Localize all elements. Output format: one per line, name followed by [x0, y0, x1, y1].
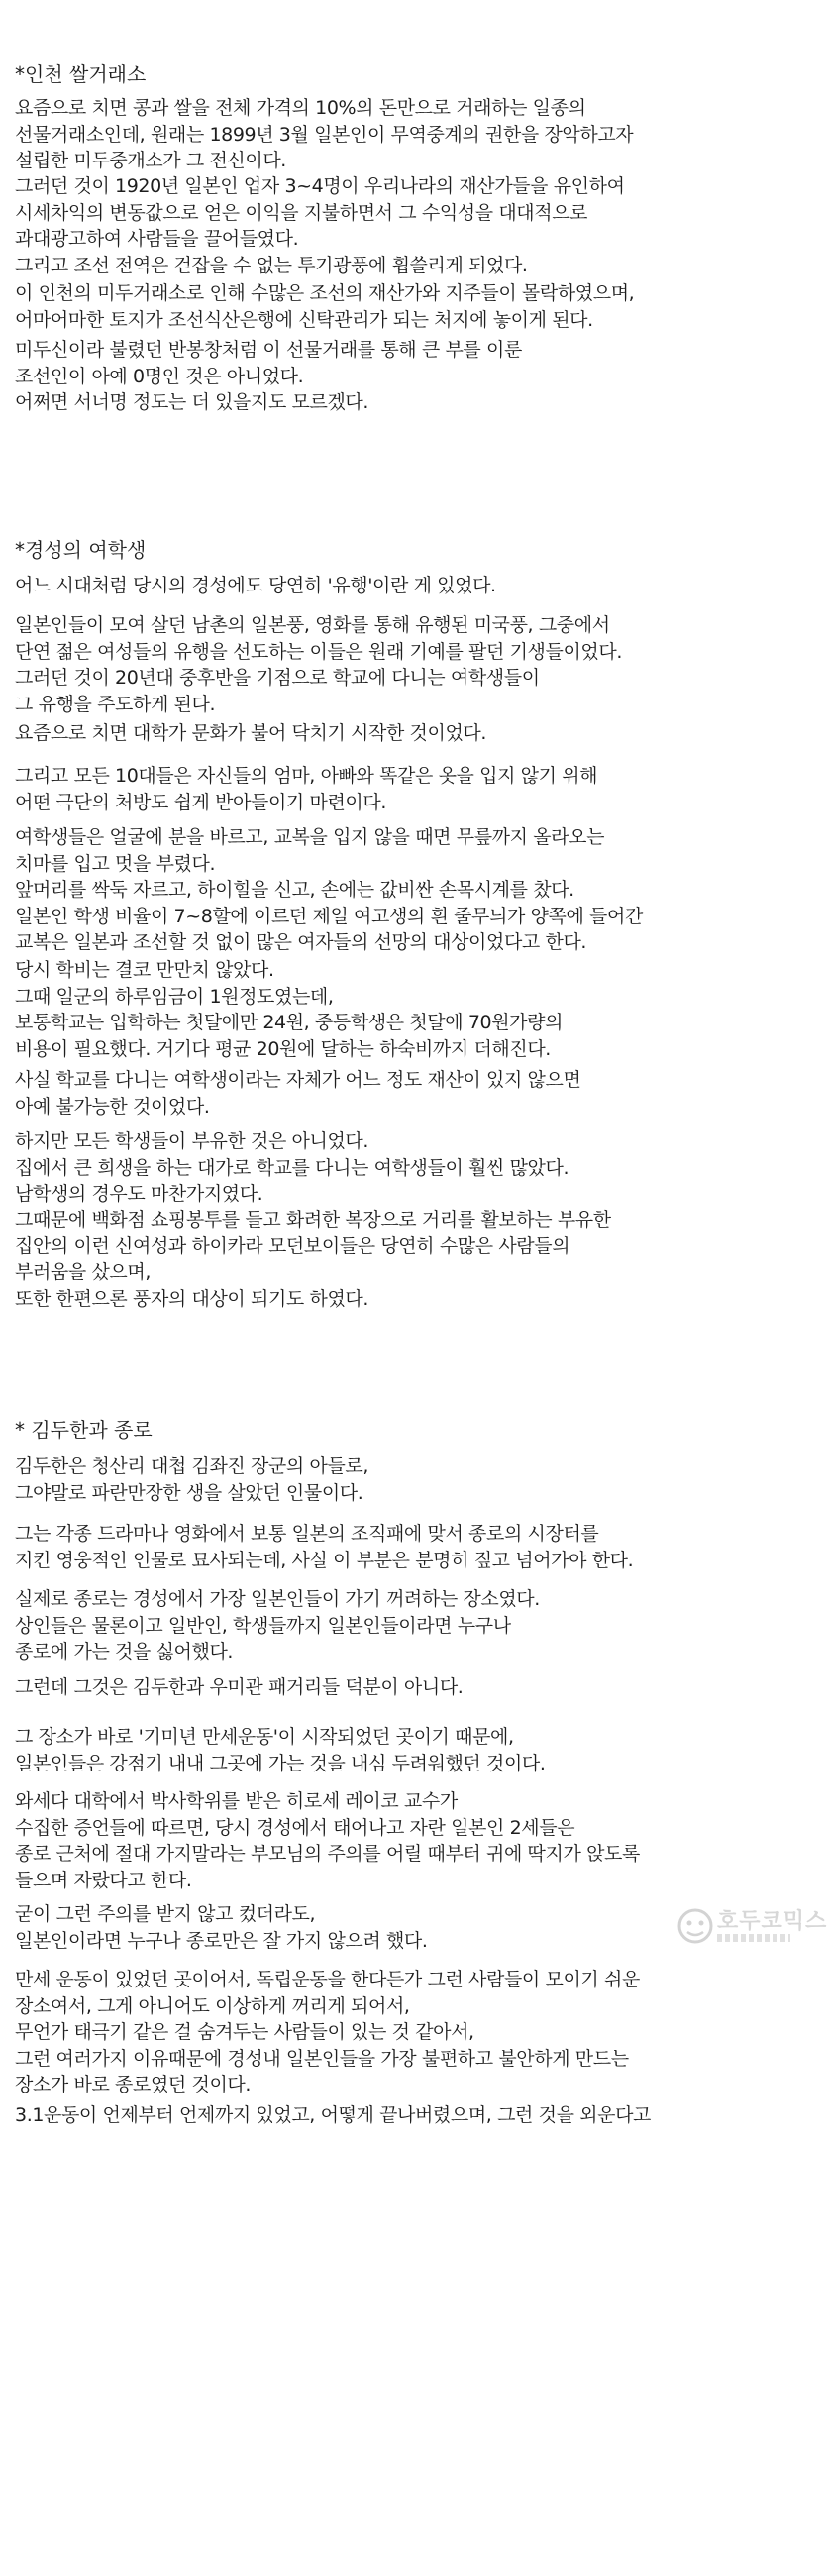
paragraph [15, 1207, 782, 1312]
text-line: 보통학교는 입학하는 첫달에만 24원, 중등학생은 첫달에 70원가량의 [15, 1012, 564, 1033]
text-line: 사실 학교를 다니는 여학생이라는 자체가 어느 정도 재산이 있지 않으면 [15, 1069, 581, 1091]
paragraph [15, 763, 782, 815]
text-line: 실제로 종로는 경성에서 가장 일본인들이 가기 꺼려하는 장소였다. [15, 1588, 540, 1610]
paragraph [15, 824, 782, 956]
paragraph [15, 573, 782, 599]
text-line: 일본인이라면 누구나 종로만은 잘 가지 않으려 했다. [15, 1929, 428, 1952]
text-line: 종로 근처에 절대 가지말라는 부모님의 주의를 어릴 때부터 귀에 딱지가 앉도록 [15, 1843, 640, 1865]
text-line: 단연 젊은 여성들의 유행을 선도하는 이들은 원래 기예를 팔던 기생들이었다. [15, 640, 622, 663]
text-line: 그런 여러가지 이유때문에 경성내 일본인들을 가장 불편하고 불안하게 만드는 [15, 2047, 629, 2070]
text-line: 상인들은 물론이고 일반인, 학생들까지 일본인들이라면 누구나 [15, 1614, 511, 1637]
text-line: 만세 운동이 있었던 곳이어서, 독립운동을 한다든가 그런 사람들이 모이기 쉬운 [15, 1969, 640, 1990]
text-line: 일본인들이 모여 살던 남촌의 일본풍, 영화를 통해 유행된 미국풍, 그중에서 [15, 614, 610, 636]
text-line: 어마어마한 토지가 조선식산은행에 신탁관리가 되는 처지에 놓이게 된다. [15, 308, 593, 331]
paragraph [15, 280, 782, 333]
text-line: 그때문에 백화점 쇼핑봉투를 들고 화려한 복장으로 거리를 활보하는 부유한 [15, 1209, 611, 1231]
text-line: 요즘으로 치면 콩과 쌀을 전체 가격의 10%의 돈만으로 거래하는 일종의 [15, 97, 586, 119]
text-line: 굳이 그런 주의를 받지 않고 컸더라도, [15, 1903, 316, 1925]
text-line: 어쩌면 서너명 정도는 더 있을지도 모르겠다. [15, 391, 369, 413]
paragraph [15, 1067, 782, 1120]
text-line: 수집한 증언들에 따르면, 당시 경성에서 태어나고 자란 일본인 2세들은 [15, 1816, 575, 1839]
text-line: 앞머리를 싹둑 자르고, 하이힐을 신고, 손에는 값비싼 손목시계를 찼다. [15, 879, 574, 901]
text-line: 하지만 모든 학생들이 부유한 것은 아니었다. [15, 1130, 369, 1152]
watermark [673, 1900, 827, 1960]
text-line: 일본인 학생 비율이 7~8할에 이르던 제일 여고생의 흰 줄무늬가 양쪽에 들어간 [15, 905, 643, 927]
text-line: 그리고 모든 10대들은 자신들의 엄마, 아빠와 똑같은 옷을 입지 않기 위해 [15, 765, 598, 787]
text-line: 치마를 입고 멋을 부렸다. [15, 852, 216, 875]
text-line: 과대광고하여 사람들을 끌어들였다. [15, 228, 299, 250]
paragraph [15, 1674, 782, 1701]
text-line: 그 장소가 바로 '기미년 만세운동'이 시작되었던 곳이기 때문에, [15, 1726, 514, 1748]
paragraph [15, 720, 782, 747]
text-line: 시세차익의 변동값으로 얻은 이익을 지불하면서 그 수익성을 대대적으로 [15, 201, 588, 224]
paragraph [15, 1453, 782, 1506]
paragraph [15, 1586, 782, 1665]
text-line: 남학생의 경우도 마찬가지였다. [15, 1183, 263, 1205]
text-line: 그리고 조선 전역은 걷잡을 수 없는 투기광풍에 휩쓸리게 되었다. [15, 254, 528, 276]
paragraph [15, 1901, 782, 1954]
text-line: 그러던 것이 1920년 일본인 업자 3~4명이 우리나라의 재산가들을 유인하여 [15, 175, 625, 197]
paragraph [15, 1967, 782, 2098]
text-line: 어느 시대처럼 당시의 경성에도 당연히 '유행'이란 게 있었다. [15, 575, 496, 596]
text-line: 그야말로 파란만장한 생을 살았던 인물이다. [15, 1481, 363, 1504]
mascot-icon [675, 1906, 715, 1946]
text-line: 설립한 미두중개소가 그 전신이다. [15, 150, 286, 171]
text-line: 당시 학비는 결코 만만치 않았다. [15, 959, 274, 981]
text-line: 조선인이 아예 0명인 것은 아니었다. [15, 365, 304, 387]
paragraph [15, 1788, 782, 1893]
text-line: 김두한은 청산리 대첩 김좌진 장군의 아들로, [15, 1455, 369, 1477]
text-line: 3.1운동이 언제부터 언제까지 있었고, 어떻게 끝나버렸으며, 그런 것을 외운다고 [15, 2104, 651, 2126]
text-line: 이 인천의 미두거래소로 인해 수많은 조선의 재산가와 지주들이 몰락하였으며, [15, 282, 635, 304]
text-line: 장소여서, 그게 아니어도 이상하게 꺼리게 되어서, [15, 1994, 410, 2017]
text-line: 그때 일군의 하루임금이 1원정도였는데, [15, 985, 334, 1008]
text-line: 집안의 이런 신여성과 하이카라 모던보이들은 당연히 수많은 사람들의 [15, 1234, 570, 1257]
text-line: 들으며 자랐다고 한다. [15, 1869, 192, 1891]
section-title-kimduhan: * 김두한과 종로 [15, 1418, 153, 1442]
text-line: 그 유행을 주도하게 된다. [15, 693, 216, 715]
text-line: 어떤 극단의 처방도 쉽게 받아들이기 마련이다. [15, 791, 386, 813]
text-line: 일본인들은 강점기 내내 그곳에 가는 것을 내심 두려워했던 것이다. [15, 1752, 546, 1774]
section-title-incheon: *인천 쌀거래소 [15, 62, 147, 86]
paragraph [15, 1521, 782, 1573]
text-line: 그런데 그것은 김두한과 우미관 패거리들 덕분이 아니다. [15, 1676, 464, 1698]
text-line: 교복은 일본과 조선할 것 없이 많은 여자들의 선망의 대상이었다고 한다. [15, 931, 587, 953]
text-line: 선물거래소인데, 원래는 1899년 3월 일본인이 무역중계의 권한을 장악하고자 [15, 123, 634, 146]
paragraph [15, 2102, 782, 2129]
watermark-text: 호두코믹스 [717, 1909, 827, 1934]
text-line: 미두신이라 불렸던 반봉창처럼 이 선물거래를 통해 큰 부를 이룬 [15, 339, 522, 361]
text-line: 종로에 가는 것을 싫어했다. [15, 1641, 234, 1663]
text-line: 그러던 것이 20년대 중후반을 기점으로 학교에 다니는 여학생들이 [15, 667, 540, 689]
paragraph [15, 337, 782, 416]
paragraph [15, 957, 782, 1062]
text-line: 또한 한편으론 풍자의 대상이 되기도 하였다. [15, 1287, 369, 1310]
section-title-gyeongseong: *경성의 여학생 [15, 538, 147, 562]
text-line: 요즘으로 치면 대학가 문화가 불어 닥치기 시작한 것이었다. [15, 722, 487, 744]
paragraph [15, 173, 782, 278]
text-line: 와세다 대학에서 박사학위를 받은 히로세 레이코 교수가 [15, 1790, 458, 1812]
text-line: 아예 불가능한 것이었다. [15, 1095, 210, 1118]
paragraph [15, 612, 782, 717]
paragraph [15, 1724, 782, 1776]
text-line: 부러움을 샀으며, [15, 1261, 151, 1283]
text-line: 여학생들은 얼굴에 분을 바르고, 교복을 입지 않을 때면 무릎까지 올라오는 [15, 826, 605, 848]
text-line: 집에서 큰 희생을 하는 대가로 학교를 다니는 여학생들이 훨씬 많았다. [15, 1156, 569, 1179]
text-line: 비용이 필요했다. 거기다 평균 20원에 달하는 하숙비까지 더해진다. [15, 1037, 551, 1060]
text-line: 지킨 영웅적인 인물로 묘사되는데, 사실 이 부분은 분명히 짚고 넘어가야 한다. [15, 1549, 634, 1571]
watermark-subtext [717, 1934, 790, 1942]
text-line: 무언가 태극기 같은 걸 숨겨두는 사람들이 있는 것 같아서, [15, 2021, 474, 2043]
text-line: 그는 각종 드라마나 영화에서 보통 일본의 조직패에 맞서 종로의 시장터를 [15, 1523, 599, 1545]
paragraph [15, 95, 782, 174]
text-line: 장소가 바로 종로였던 것이다. [15, 2074, 252, 2095]
paragraph [15, 1128, 782, 1208]
